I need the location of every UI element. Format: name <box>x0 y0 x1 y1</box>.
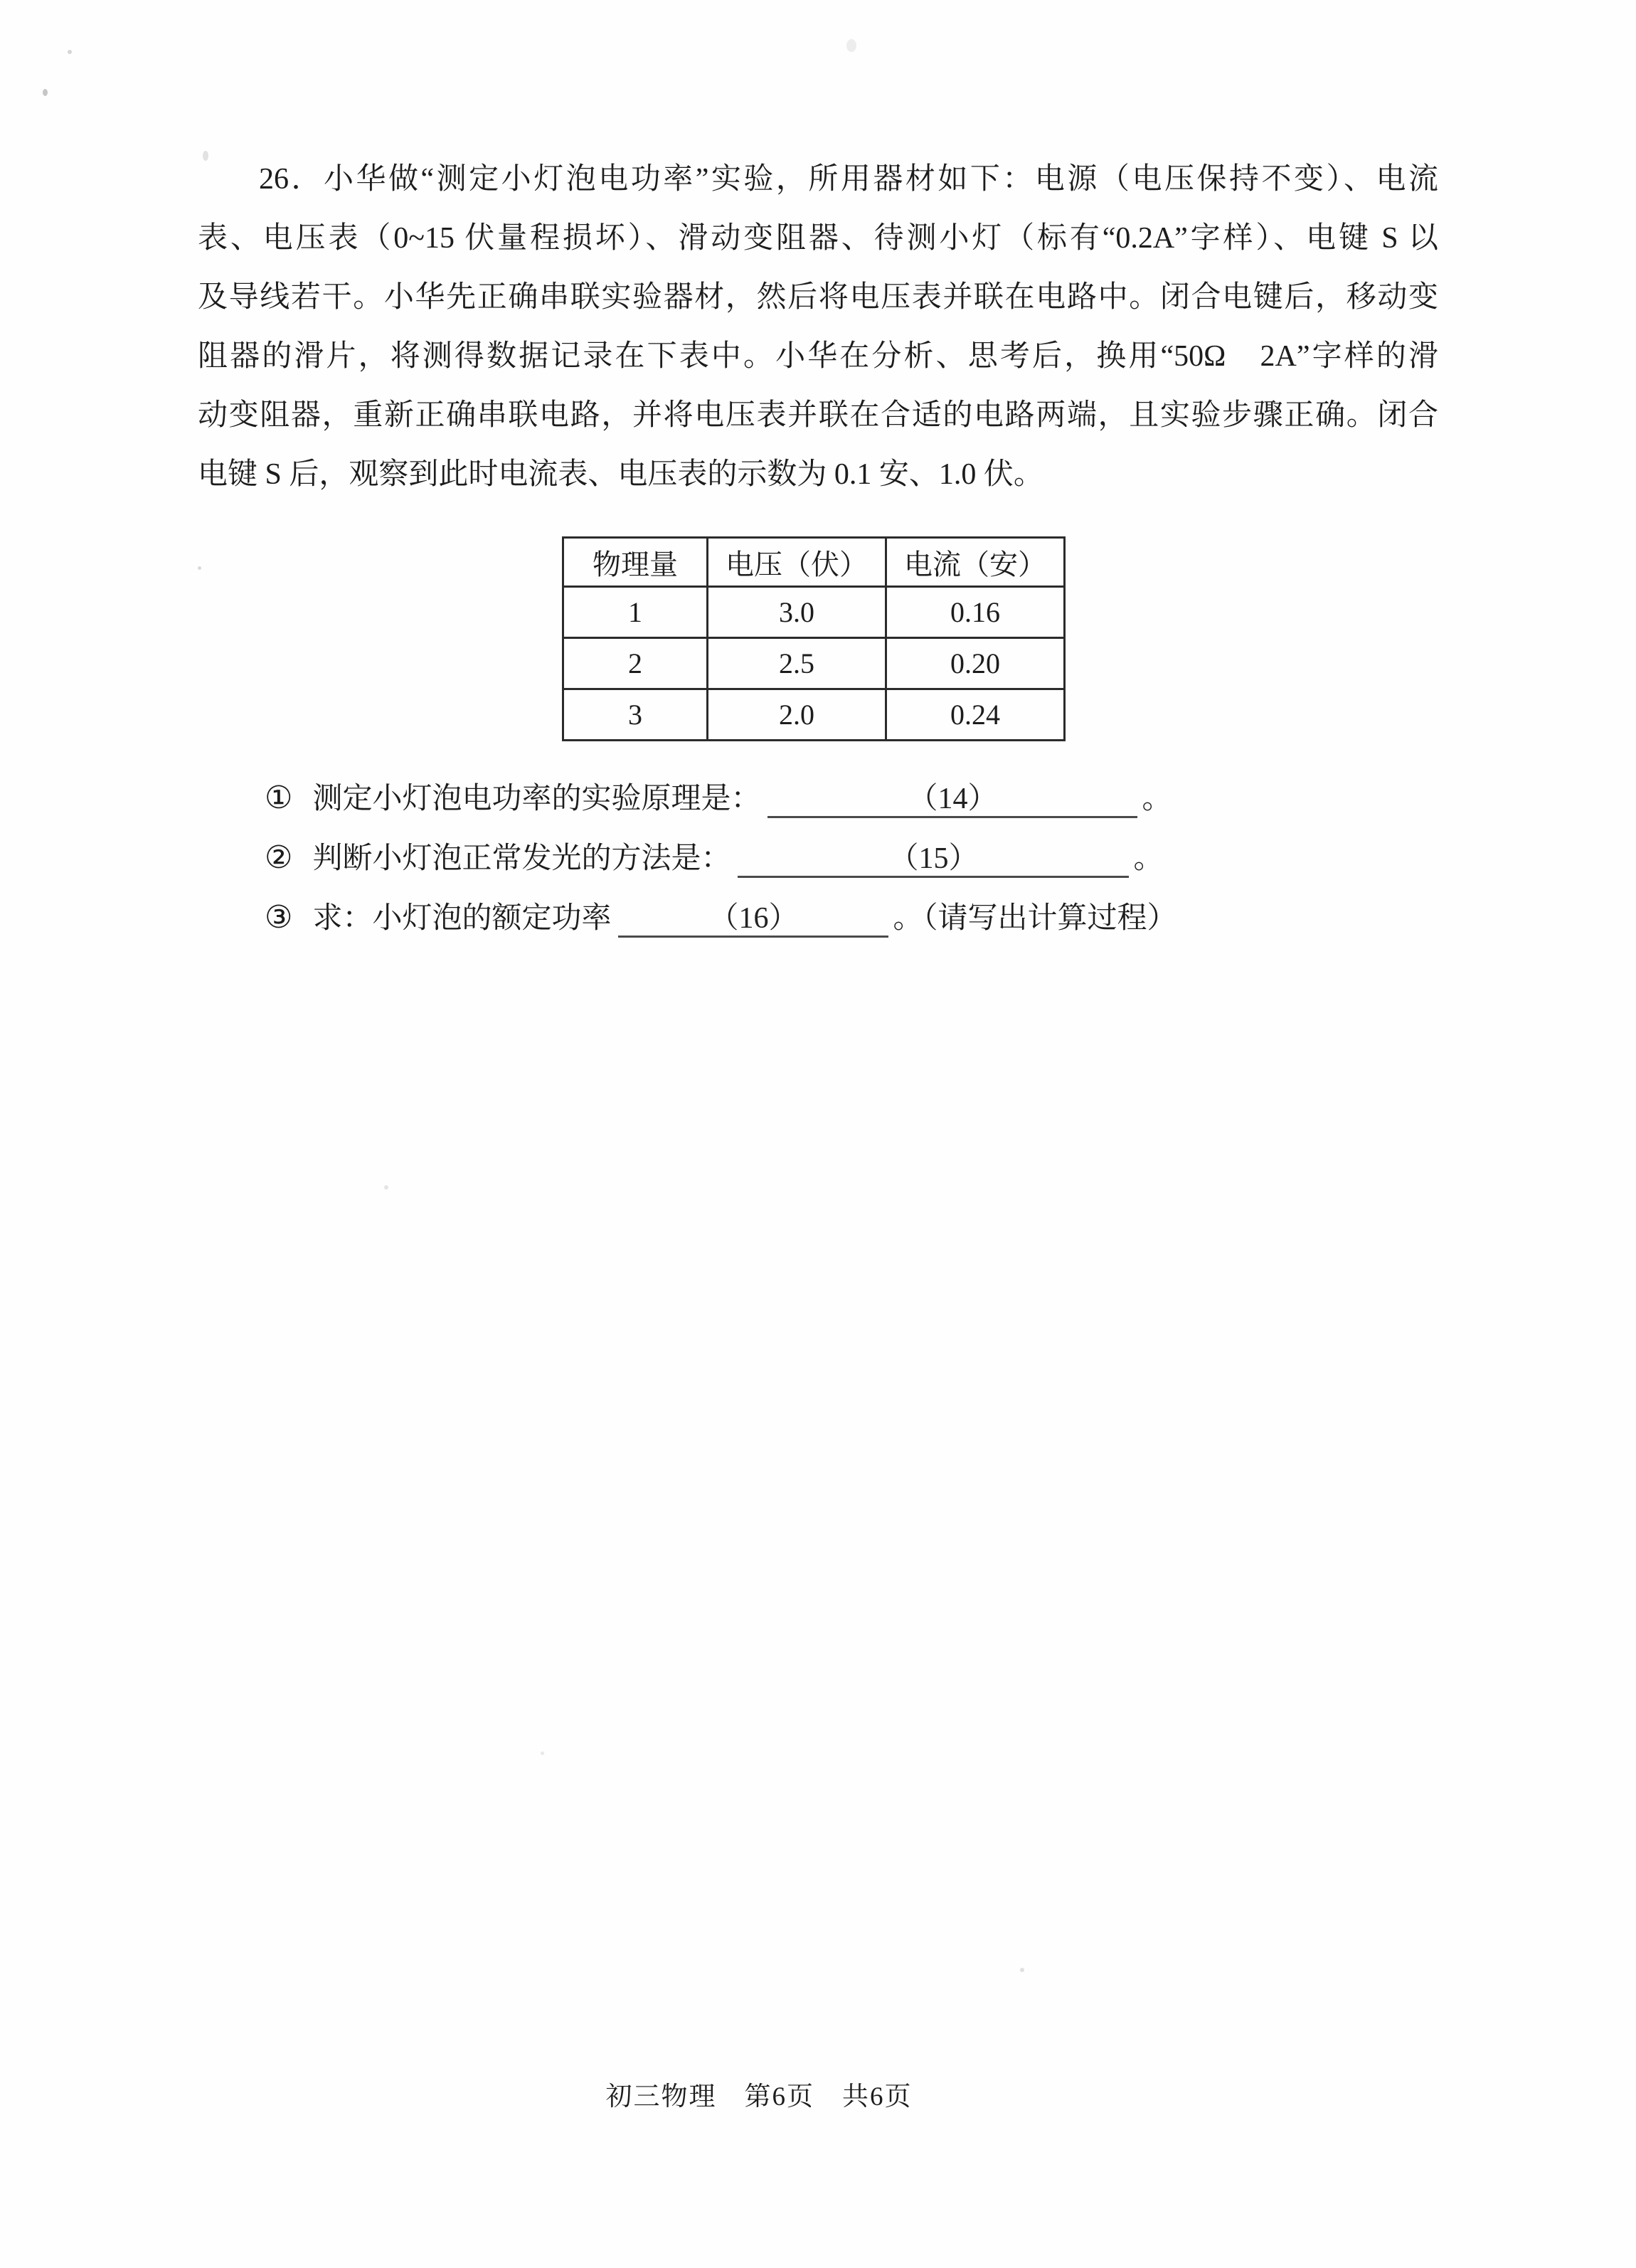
paragraph-line: 26．小华做“测定小灯泡电功率”实验，所用器材如下：电源（电压保持不变）、电流 <box>259 163 1438 196</box>
table-row <box>563 638 1065 689</box>
scan-speckle <box>846 39 856 52</box>
answer-blank-16: （16） <box>618 901 888 938</box>
table-cell: 0.24 <box>886 689 1065 741</box>
question-suffix: 。 <box>1142 783 1172 815</box>
question-marker: ② <box>265 840 293 875</box>
table-cell: 2 <box>563 638 708 689</box>
sub-question-list <box>265 775 1176 954</box>
question-prompt: 判断小灯泡正常发光的方法是： <box>312 842 731 875</box>
scan-speckle <box>384 1185 388 1189</box>
paragraph-line: 动变阻器，重新正确串联电路，并将电压表并联在合适的电路两端，且实验步骤正确。闭合 <box>198 399 1438 432</box>
scan-speckle <box>68 50 72 54</box>
table-cell: 3 <box>563 689 708 741</box>
page-footer: 初三物理 第6页 共6页 <box>605 2082 913 2111</box>
answer-blank-14: （14） <box>767 782 1137 818</box>
question-prompt: 测定小灯泡电功率的实验原理是： <box>312 783 761 815</box>
sub-question-1 <box>265 775 1176 834</box>
sub-question-2 <box>265 834 1176 894</box>
scan-speckle <box>43 89 48 96</box>
scan-speckle <box>198 566 201 570</box>
scan-speckle <box>541 1752 544 1755</box>
table-header-row <box>563 538 1065 587</box>
table-header-voltage: 电压（伏） <box>708 538 886 587</box>
table-cell: 3.0 <box>708 587 886 638</box>
table-cell: 0.20 <box>886 638 1065 689</box>
question-marker: ① <box>265 780 293 815</box>
sub-question-3 <box>265 894 1176 954</box>
paragraph-line: 阻器的滑片，将测得数据记录在下表中。小华在分析、思考后，换用“50Ω 2A”字样的滑 <box>198 340 1438 373</box>
question-marker: ③ <box>265 900 293 935</box>
question-paragraph <box>198 150 1438 504</box>
table-row <box>563 689 1065 741</box>
paragraph-line: 及导线若干。小华先正确串联实验器材，然后将电压表并联在电路中。闭合电键后，移动变 <box>198 281 1438 314</box>
table-cell: 2.5 <box>708 638 886 689</box>
scan-speckle <box>1020 1968 1024 1972</box>
paragraph-line: 表、电压表（0~15 伏量程损坏）、滑动变阻器、待测小灯（标有“0.2A”字样）、电键 S 以 <box>198 222 1438 255</box>
measurement-table <box>562 536 1066 741</box>
table-cell: 0.16 <box>886 587 1065 638</box>
answer-blank-15: （15） <box>738 842 1129 878</box>
paragraph-line: 电键 S 后，观察到此时电流表、电压表的示数为 0.1 安、1.0 伏。 <box>198 458 1043 491</box>
question-suffix: 。 <box>1133 842 1164 875</box>
question-suffix: 。（请写出计算过程） <box>893 902 1177 935</box>
question-prompt: 求：小灯泡的额定功率 <box>312 902 612 935</box>
table-cell: 2.0 <box>708 689 886 741</box>
table-cell: 1 <box>563 587 708 638</box>
table-row <box>563 587 1065 638</box>
table-header-current: 电流（安） <box>886 538 1065 587</box>
table-header-quantity: 物理量 <box>563 538 708 587</box>
